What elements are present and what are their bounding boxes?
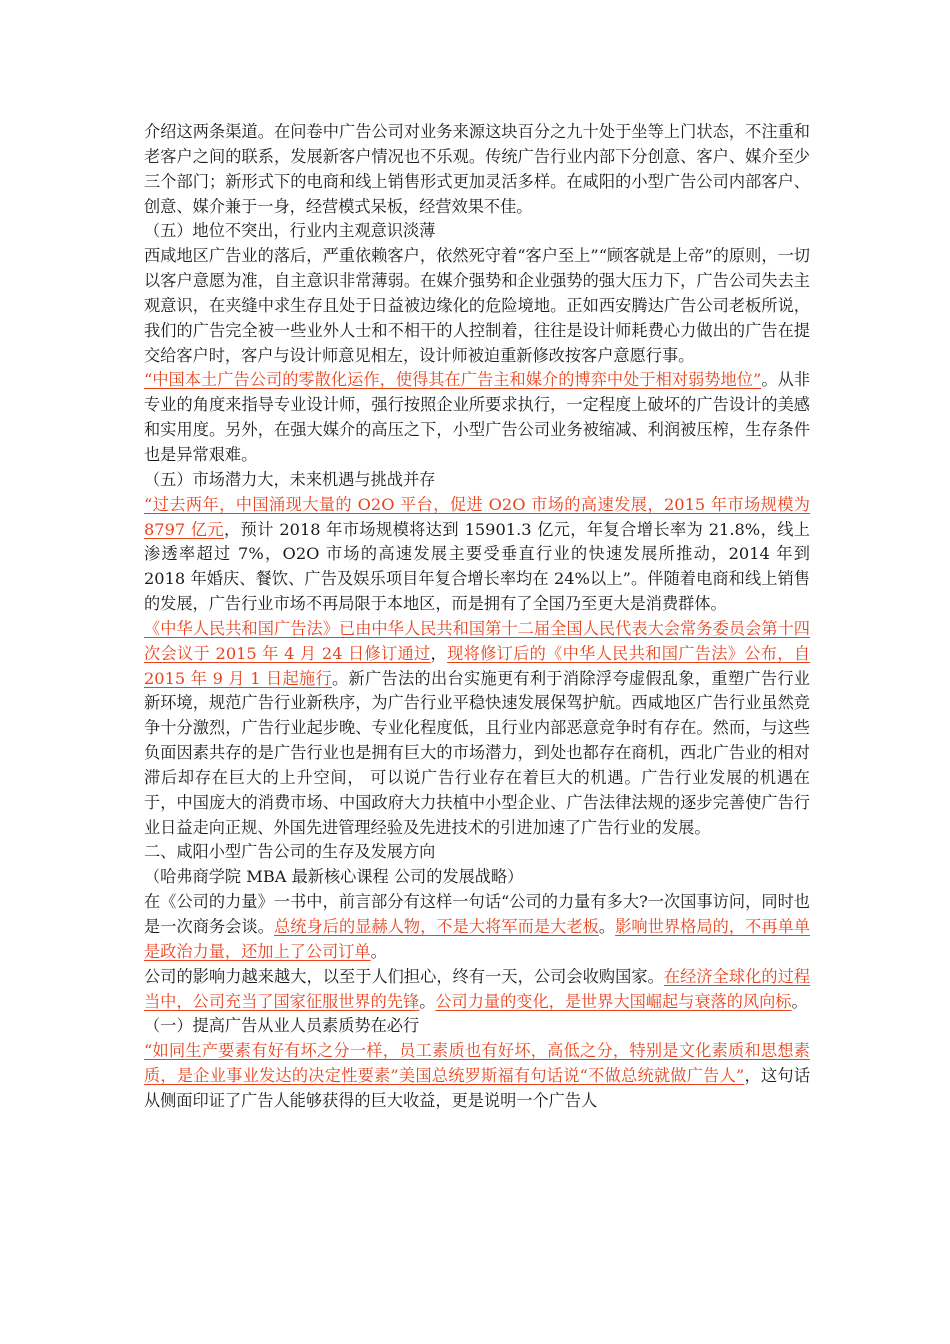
paragraph [144,965,810,1015]
text-run: 在《公司的力量》一书中，前言部分有这样一句话“公司的力量有多大?一次国事访问，同时也是一次商务会谈。 [144,892,810,936]
highlighted-text: “中国本土广告公司的零散化运作，使得其在广告主和媒介的博弈中处于相对弱势地位” [144,370,762,390]
paragraph [144,244,810,368]
text-run: 介绍这两条渠道。在问卷中广告公司对业务来源这块百分之九十处于坐等上门状态，不注重和老客户之间的联系，发展新客户情况也不乐观。传统广告行业内部下分创意、客户、媒介至少三个部门；新形式下的电商和线上销售形式更加灵活多样。在咸阳的小型广告公司内部客户、创意、媒介兼于一身，经营模式呆板，经营效果不佳。 [144,122,810,216]
paragraph [144,368,810,467]
text-run: ，这句话从侧面印证了广告人能够获得的巨大收益，更是说明一个广告人 [144,1066,811,1110]
highlighted-text: 影响世界格局的，不再单单是政治力量，还加上了公司订单 [144,917,811,961]
paragraph [144,1039,810,1114]
paragraph [144,840,810,865]
paragraph [144,219,810,244]
paragraph [144,120,810,219]
text-run: （一）提高广告从业人员素质势在必行 [144,1016,420,1036]
highlighted-text: 公司力量的变化，是世界大国崛起与衰落的风向标 [435,991,792,1011]
document-body [144,120,810,1114]
text-run: （五）地位不突出，行业内主观意识淡薄 [144,221,436,241]
highlighted-text: 总统身后的显赫人物，不是大将军而是大老板 [273,917,599,936]
text-run: 二、咸阳小型广告公司的生存及发展方向 [144,842,436,862]
text-run: 公司的影响力越来越大，以至于人们担心，终有一天，公司会收购国家。 [144,966,664,986]
highlighted-text: “如同生产要素有好有坏之分一样，员工素质也有好坏，高低之分，特别是文化素质和思想素质，是企业事业发达的决定性要素”美国总统罗斯福有句话说“不做总统就做广告人” [144,1041,810,1086]
paragraph [144,468,810,493]
paragraph [144,1014,810,1039]
text-run: 。 [791,991,808,1011]
text-run: ， [430,643,448,663]
highlighted-text: “过去两年，中国涌现大量的 O2O 平台，促进 O2O 市场的高速发展，2015 年市场规模为 8797 亿元 [144,494,810,539]
highlighted-text: 在经济全球化的过程当中，公司充当了国家征服世界的先锋 [144,966,811,1011]
text-run: 。 [419,991,436,1011]
text-run: 。 [598,917,616,936]
paragraph [144,890,810,965]
text-run: 。 [370,941,387,961]
text-run: （哈弗商学院 MBA 最新核心课程 公司的发展战略） [144,867,524,887]
text-run: 。从非专业的角度来指导专业设计师，强行按照企业所要求执行，一定程度上破坏的广告设计的美感和实用度。另外，在强大媒介的高压之下，小型广告公司业务被缩减、利润被压榨，生存条件也是异常艰难。 [144,370,810,464]
paragraph [144,493,810,617]
paragraph [144,617,810,841]
highlighted-text: 《中华人民共和国广告法》已由中华人民共和国第十二届全国人民代表大会常务委员会第十四次会议于 2015 年 4 月 24 日修订通过 [144,618,810,663]
text-run: （五）市场潜力大，未来机遇与挑战并存 [144,469,436,489]
paragraph [144,865,810,890]
highlighted-text: 现将修订后的《中华人民共和国广告法》公布，自 2015 年 9 月 1 日起施行 [144,643,811,688]
text-run: ，预计 2018 年市场规模将达到 15901.3 亿元，年复合增长率为 21.8%，线上渗透率超过 7%，O2O 市场的高速发展主要受垂直行业的快速发展所推动，2014 年到 2018 年婚庆、餐饮、广告及娱乐项目年复合增长率均在 24%以上”。伴随着电商和线上销售的发展，广告行业市场不再局限于本地区，而是拥有了全国乃至更大是消费群体。 [144,519,810,614]
text-run: 西咸地区广告业的落后，严重依赖客户，依然死守着“客户至上”“顾客就是上帝”的原则，一切以客户意愿为准，自主意识非常薄弱。在媒介强势和企业强势的强大压力下，广告公司失去主观意识，在夹缝中求生存且处于日益被边缘化的危险境地。正如西安腾达广告公司老板所说，我们的广告完全被一些业外人士和不相干的人控制着，往往是设计师耗费心力做出的广告在提交给客户时，客户与设计师意见相左，设计师被迫重新修改按客户意愿行事。 [144,246,810,365]
text-run: 。新广告法的出台实施更有利于消除浮夸虚假乱象，重塑广告行业新环境，规范广告行业新秩序，为广告行业平稳快速发展保驾护航。西咸地区广告行业虽然竞争十分激烈，广告行业起步晚、专业化程度低，且行业内部恶意竞争时有存在。然而，与这些负面因素共存的是广告行业也是拥有巨大的市场潜力，到处也都存在商机，西北广告业的相对滞后却存在巨大的上升空间， 可以说广告行业存在着巨大的机遇。广告行业发展的机遇在于，中国庞大的消费市场、中国政府大力扶植中小型企业、广告法律法规的逐步完善使广告行业日益走向正规、外国先进管理经验及先进技术的引进加速了广告行业的发展。 [144,668,810,837]
